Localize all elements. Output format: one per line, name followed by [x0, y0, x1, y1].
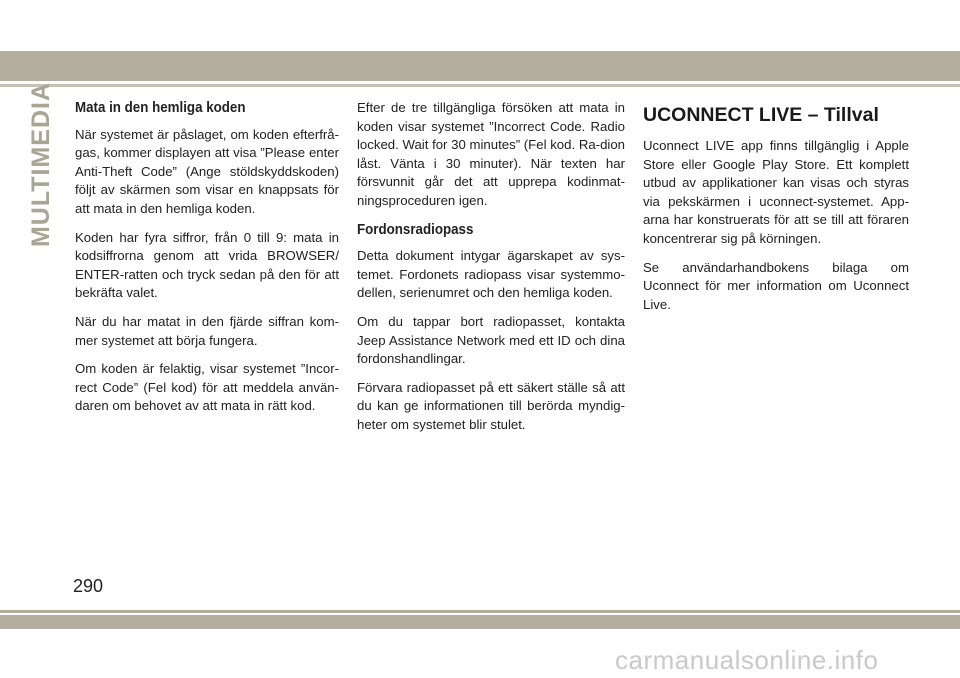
paragraph: Om koden är felaktig, visar systemet ”Incor-rect Code” (Fel kod) för att meddela använ-daren om behovet av att mata in rätt kod.: [75, 361, 339, 414]
column-right: [643, 99, 909, 324]
heading-secret-code: Mata in den hemliga koden: [75, 100, 246, 116]
paragraph: Koden har fyra siffror, från 0 till 9: mata in kodsiffrorna genom att vrida BROWSER/ ENTER-ratten och tryck sedan på den för att bekräfta valet.: [75, 229, 339, 301]
paragraph: När du har matat in den fjärde siffran kom-mer systemet att börja fungera.: [75, 313, 339, 348]
watermark-text: carmanualsonline.info: [615, 645, 879, 675]
paragraph: Förvara radiopasset på ett säkert ställe så att du kan ge informationen till berörda myndig-heter om systemet blir stulet.: [357, 379, 625, 432]
heading-radio-pass: Fordonsradiopass: [357, 221, 474, 238]
paragraph: Se användarhandbokens bilaga om Uconnect för mer information om Uconnect Live.: [643, 259, 909, 312]
footer-band: [0, 615, 960, 629]
footer-rule: [0, 610, 960, 613]
section-label: MULTIMEDIA: [27, 81, 56, 248]
column-middle: [357, 99, 625, 445]
header-rule: [0, 84, 960, 87]
paragraph: Uconnect LIVE app finns tillgänglig i Apple Store eller Google Play Store. Ett komplett utbud av applikationer kan visas och styras via pekskärmen i uconnect-systemet. App-arna har konstruerats för att se till att föraren koncentrerar sig på körningen.: [643, 138, 909, 246]
paragraph: Detta dokument intygar ägarskapet av sys-temet. Fordonets radiopass visar systemmo-dellen, serienumret och den hemliga koden.: [357, 248, 625, 301]
page-number: 290: [73, 576, 104, 596]
heading-uconnect-live: UCONNECT LIVE – Tillval: [643, 104, 879, 126]
paragraph: Efter de tre tillgängliga försöken att mata in koden visar systemet ”Incorrect Code. Radio locked. Wait for 30 minutes” (Fel kod. Ra-dion låst. Vänta i 30 minuter). När texten har försvunnit går det att upprepa kodinmat-ningsproceduren igen.: [357, 100, 625, 208]
column-left: [75, 99, 339, 426]
paragraph: Om du tappar bort radiopasset, kontakta Jeep Assistance Network med ett ID och dina fordonshandlingar.: [357, 313, 625, 367]
paragraph: När systemet är påslaget, om koden efterfrå-gas, kommer displayen att visa ”Please enter Anti-Theft Code” (Ange stöldskyddskoden) följt av skärmen som visar en knappsats för att mata in den hemliga koden.: [75, 126, 339, 216]
section-tab: [27, 81, 57, 248]
header-band: [0, 51, 960, 81]
